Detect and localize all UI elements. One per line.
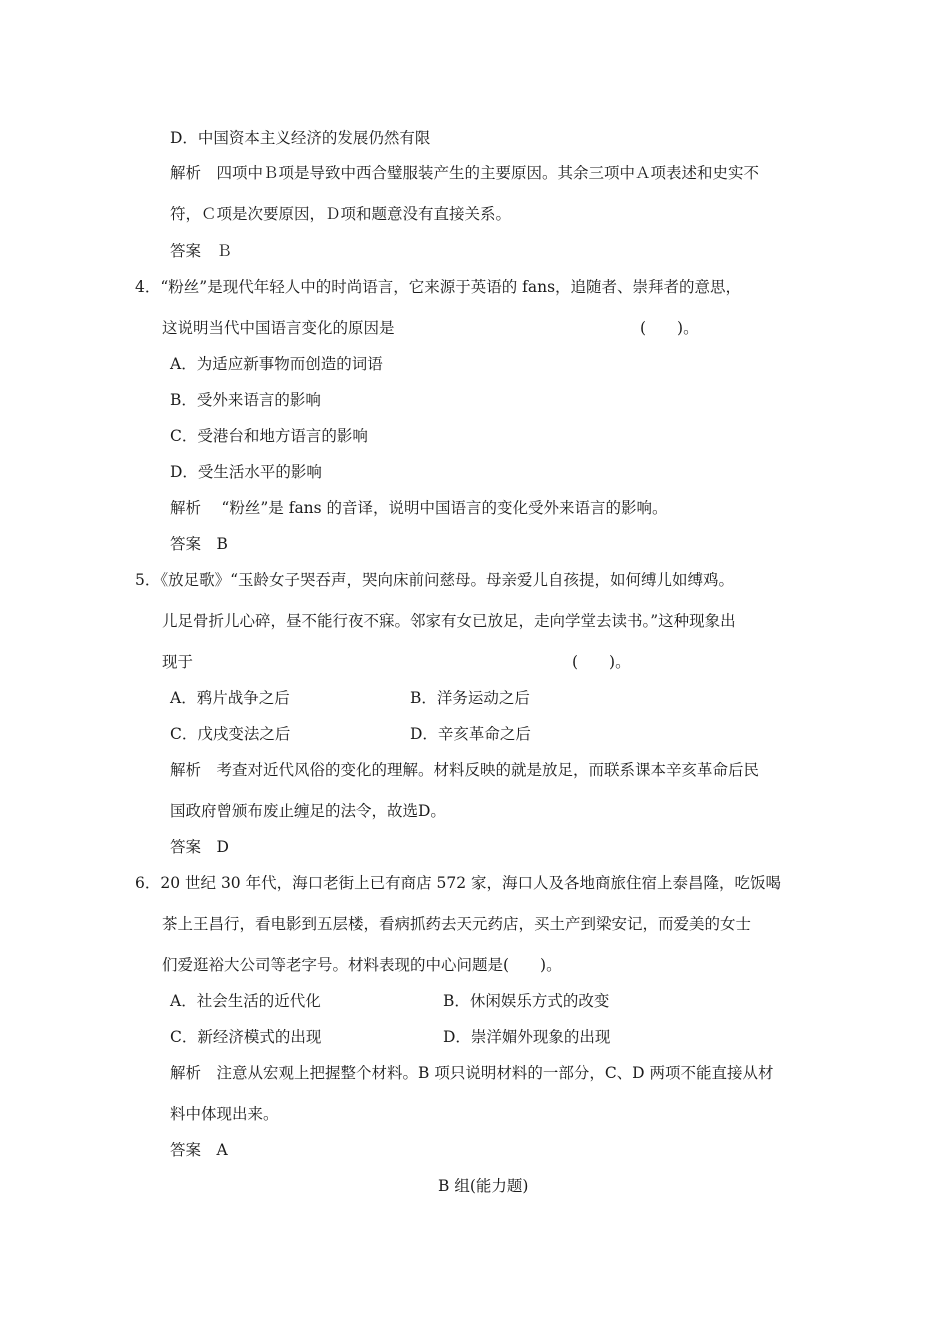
q5-stem-line3: 现于: [162, 653, 194, 671]
q6-stem-line3: 们爱逛裕大公司等老字号。材料表现的中心问题是( )。: [162, 956, 562, 974]
q5-option-c: C．戊戌变法之后: [170, 725, 291, 743]
q4-answer: 答案 B: [170, 535, 228, 553]
q6-option-d: D．崇洋媚外现象的出现: [443, 1028, 611, 1046]
q5-stem-line2: 儿足骨折儿心碎，昼不能行夜不寐。邻家有女已放足，走向学堂去读书。”这种现象出: [162, 612, 736, 630]
q6-stem-line1: 6．20 世纪 30 年代，海口老街上已有商店 572 家，海口人及各地商旅住宿上泰昌隆，吃饭喝: [135, 874, 782, 892]
q4-answer-bracket: ( )。: [640, 319, 699, 337]
q5-answer-bracket: ( )。: [572, 653, 631, 671]
q5-option-d: D．辛亥革命之后: [410, 725, 531, 743]
q6-analysis-line1: 解析 注意从宏观上把握整个材料。B 项只说明材料的一部分，C、D 两项不能直接从材: [170, 1064, 774, 1082]
q3-analysis-line1: 解析 四项中Ｂ项是导致中西合璧服装产生的主要原因。其余三项中Ａ项表述和史实不: [170, 164, 760, 182]
q3-answer: 答案 Ｂ: [170, 242, 233, 260]
q6-stem-line2: 茶上王昌行，看电影到五层楼，看病抓药去天元药店，买土产到梁安记，而爱美的女士: [162, 915, 752, 933]
q4-stem-line2: 这说明当代中国语言变化的原因是: [162, 319, 395, 337]
q3-option-d: D．中国资本主义经济的发展仍然有限: [170, 129, 431, 147]
q6-analysis-line2: 料中体现出来。: [170, 1105, 279, 1123]
q3-analysis-line2: 符，Ｃ项是次要原因，Ｄ项和题意没有直接关系。: [170, 205, 512, 223]
q5-analysis-line1: 解析 考查对近代风俗的变化的理解。材料反映的就是放足，而联系课本辛亥革命后民: [170, 761, 760, 779]
q5-answer: 答案 D: [170, 838, 229, 856]
section-title: B 组(能力题): [438, 1177, 529, 1195]
q4-option-d: D．受生活水平的影响: [170, 463, 322, 481]
q4-option-c: C．受港台和地方语言的影响: [170, 427, 368, 445]
q5-stem-line1: 5．《放足歌》“玉龄女子哭吞声，哭向床前问慈母。母亲爱儿自孩提，如何缚儿如缚鸡。: [135, 571, 735, 589]
q6-option-c: C．新经济模式的出现: [170, 1028, 322, 1046]
q6-option-b: B．休闲娱乐方式的改变: [443, 992, 610, 1010]
q5-option-b: B．洋务运动之后: [410, 689, 530, 707]
q5-analysis-line2: 国政府曾颁布废止缠足的法令，故选D。: [170, 802, 446, 820]
q4-analysis: 解析 “粉丝”是 fans 的音译，说明中国语言的变化受外来语言的影响。: [170, 499, 668, 517]
q4-stem-line1: 4．“粉丝”是现代年轻人中的时尚语言，它来源于英语的 fans，追随者、崇拜者的意思，: [135, 278, 742, 296]
q4-option-a: A．为适应新事物而创造的词语: [170, 355, 383, 373]
q6-option-a: A．社会生活的近代化: [170, 992, 321, 1010]
q4-option-b: B．受外来语言的影响: [170, 391, 321, 409]
q5-option-a: A．鸦片战争之后: [170, 689, 290, 707]
q6-answer: 答案 A: [170, 1141, 228, 1159]
